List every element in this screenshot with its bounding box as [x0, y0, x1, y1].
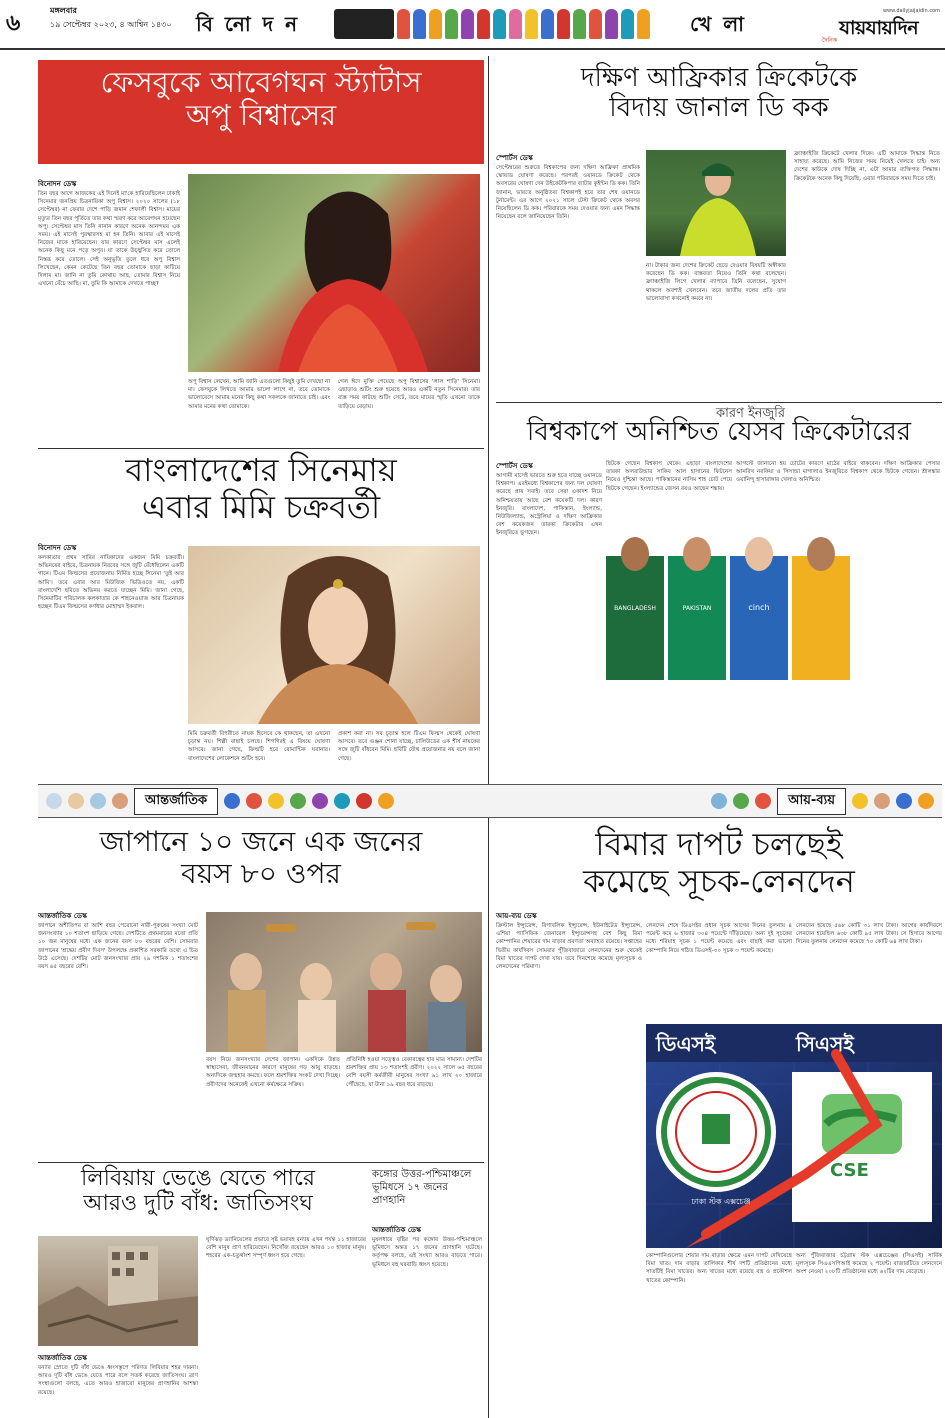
divider: [38, 448, 484, 449]
mimi-body-3: প্রকাশ করা না। সব চূড়ান্ত হলে টিএম ফিল্মস থেকেই ঘোষণা আসবে। তবে গুঞ্জন শোনা যাচ্ছে, ঢালিউডের এক শীর্ষ নায়কের সঙ্গে জুটি বাঁধবেন মিমি। ছবিটি যৌথ প্রযোজনার নয় বলে জানা গেছে।: [338, 731, 480, 762]
income-icons-2: [852, 793, 934, 809]
date-line: ১৯ সেপ্টেম্বর ২০২৩, ৪ আশ্বিন ১৪৩০: [50, 20, 172, 29]
libya-body-1: বন্যার স্রোতে দুটি বাঁধ ভেঙে ধ্বংসস্তূপে পরিণত লিবিয়ার শহর দারনা। আরও দুটি বাঁধ ভেঙে যেতে পারে বলে সতর্ক করেছে জাতিসংঘ। ত্রাণ সংস্থাগুলো বলছে, এতে আরও হাজারো মানুষের প্রাণহানির আশঙ্কা রয়েছে।: [38, 1365, 198, 1396]
dse-headline-line1: বিমার দাপট চলছেই: [595, 825, 843, 863]
international-icons: [46, 793, 128, 809]
apu-body-2: অপু বিশ্বাস লেখেন, আমি জানি এতগুলো কিছুই তুমি দেখছো না মা। ফেসবুকে লিখতে আমার ভালো লাগে না, তবে তোমাকে ভালোবেসে আমার মনের কিছু কথা সকলকে জানাতে চাই। এবং আমার মনের কথা তোমাকে।: [188, 379, 330, 410]
section-bar: [38, 784, 942, 818]
income-icons: [711, 793, 771, 809]
worldcup-body-3-cont: [854, 536, 940, 680]
japan-elderly-photo: [206, 912, 482, 1052]
apu-photo: [188, 174, 480, 372]
mimi-desk: বিনোদন ডেস্ক: [38, 544, 77, 552]
japan-body-3: প্রতিনিধি হওয়া সত্ত্বেও বেকারত্বের হার মাত্র সামান্য। দেশটির শ্রমশক্তির প্রায় ১৩ শতাংশই প্রবীণ। ২০২২ সালে ৬৫ বছরের বেশি বয়সী কর্মজীবী মানুষের সংখ্যা ৯১ লাখ ২০ হাজারে পৌঁছেছে, যা টানা ১৯ বছর ধরে বাড়ছে।: [346, 1057, 482, 1088]
worldcup-body-3-cont2: [736, 684, 940, 778]
divider: [38, 1162, 484, 1163]
weekday: মঙ্গলবার: [50, 6, 77, 15]
libya-headline-line2: আরও দুটি বাঁধ: জাতিসংঘ: [83, 1191, 313, 1217]
logo-text: যায়যায়দিন: [839, 17, 919, 39]
worldcup-body-2: ছিটকে গেছেন বিশ্বকাপ থেকে। এছাড়া বাংলাদেশের তারকা অলরাউন্ডার সাকিব আল হাসানের ফিটনেস নিয়েও দুশ্চিন্তা আছে। পাকিস্তানের নাসিম শাহ চোট পেয়ে ছিটকে গেছেন। ইংল্যান্ডের জেসন রয়ও আছেন শঙ্কায়।: [606, 461, 732, 492]
libya-desk: আন্তর্জাতিক ডেস্ক: [38, 1354, 87, 1362]
mimi-body-1: কলকাতার প্রথম সারির নায়িকাদের একজন মিমি চক্রবর্তী। অভিনয়ের বাইরে, চিত্রনায়ক নিরবের সঙ্গে জুটি বেঁধেছিলেন একটি গানে। টিএম ফিল্মসের প্রযোজনায় নির্মিত হচ্ছে সিনেমা 'তুই আর আমি'। তবে এবার আর মিউজিক ভিডিওতে নয়, একটি বাংলাদেশি ছবিতে অভিনয় করতে যাচ্ছেন মিমি। জানা গেছে, সিনেমাটির পরিচালক কলকাতার কে শাহনেওয়াজ আর চিত্রনায়ক হচ্ছেন টিএম ফিল্মসের কর্ণধার মোহাম্মদ ইকবাল।: [38, 555, 184, 611]
quake-desk: আন্তর্জাতিক ডেস্ক: [372, 1226, 421, 1234]
dse-body-1: ক্রিস্টাল ইন্স্যুরেন্স, রিপাবলিক ইন্স্যুরেন্স, ইউনাইটেড ইন্স্যুরেন্স, এশিয়া প্যাসিফিক জেনারেল ইন্স্যুরেন্সসহ বেশ কিছু বিমা কোম্পানির শেয়ারের দাম বাড়ার প্রবণতা অব্যাহত রয়েছে। সপ্তাহের দ্বিতীয় কার্যদিবস সোমবার পুঁজিবাজারে লেনদেনের শুরু থেকেই বিমা খাতের দাপট দেখা যায়। তবে দিনশেষে কমেছে মূল্যসূচক ও লেনদেনের পরিমাণ।: [496, 923, 642, 971]
libya-headline: [38, 1166, 358, 1217]
column-divider-bottom: [488, 824, 489, 1418]
section-label-income: আয়-ব্যয়: [777, 788, 846, 815]
column-divider: [488, 56, 489, 954]
worldcup-players-photo: [606, 536, 850, 680]
apu-body-1: তিন বছর আগে আজকের এই দিনেই মা'কে হারিয়েছিলেন ঢাকাই সিনেমার জনপ্রিয় চিত্রনায়িকা অপু বিশ্বাস। ২০২০ সালের (১৮ সেপ্টেম্বর) না ফেরার দেশে পাড়ি জমান শেফালী বিশ্বাস। মায়ের মৃত্যুর তিন বছর পূর্তিতে তার কথা স্মরণ করে আবেগঘন হয়েছেন অপু। সেপ্টেম্বর মাস তিনি নানান কারণে অনেক আনন্দময় এক সময়। এই মাসেই পুরস্কারসহ মা হন তিনি। আবার এই মাসেই নিজের মাকে হারিয়েছেন। যার কারণে সেপ্টেম্বর মাস এলেই অনেক কিছু মনে পড়ে অপুর। যা তাকে উচ্ছ্বসিত করে তোলে নিস্তব্ধ করে তোলে। সেই অনুভূতি তুলে ধরে অপু বিশ্বাস লিখেছেন, কেমন কেটেছে তিন বছর তোমাকে ছাড়া কাটিয়ে দিলাম মা। জানি না তুমি কোথায় আছ, তোমার বিশ্বাস নিয়ে এখনো বেঁচে আছি। মা, তুমি কি আমাকে দেখতে পাচ্ছ?: [38, 191, 180, 288]
dse-headline: [496, 826, 942, 900]
apu-headline-line1: ফেসবুকে আবেগঘন স্ট্যাটাস: [100, 65, 422, 99]
dse-seal-text: ঢাকা স্টক এক্সচেঞ্জ: [691, 1197, 751, 1206]
dse-body-3: লেনদেন হয়েছে ৫৬৮ কোটি ৩১ লাখ টাকা। আগের কার্যদিবসে লেনদেন হয়েছিল ৬৩৮ কোটি ৯৫ লাখ টাকা। সে হিসাবে আগের দিনের তুলনায় লেনদেন কমেছে ৭০ কোটি ৬৪ লাখ টাকা।: [796, 923, 942, 946]
libya-body-2: ঘূর্ণিঝড় ড্যানিয়েলের প্রভাবে সৃষ্ট ভয়াবহ বন্যায় এখন পর্যন্ত ১১ হাজারের বেশি মানুষ প্রাণ হারিয়েছেন। নিখোঁজ রয়েছেন আরও ১০ হাজার মানুষ। শহরের এক-চতুর্থাংশ সম্পূর্ণ ধ্বংস হয়ে গেছে।: [206, 1237, 366, 1260]
libya-flood-photo: [38, 1236, 198, 1346]
apu-desk: বিনোদন ডেস্ক: [38, 180, 77, 188]
decock-headline: [496, 64, 942, 124]
quake-body: মুষলধারে বৃষ্টির পর কঙ্গোর উত্তর-পশ্চিমাঞ্চলে ভূমিধসে অন্তত ১৭ জনের প্রাণহানি ঘটেছে। কর্তৃপক্ষ বলছে, এই সংখ্যা আরও বাড়তে পারে। ভূমিধসে বহু ঘরবাড়ি ধ্বংস হয়েছে।: [372, 1237, 482, 1268]
decock-body-1: সেপ্টেম্বরের শুরুতে বিশ্বকাপের জন্য দক্ষিণ আফ্রিকা প্রাথমিক স্কোয়াড ঘোষণা করেছে। পরপরই ওয়ানডে ক্রিকেট থেকে অবসরের ঘোষণা দেন উইকেটকিপার ব্যাটার কুইন্টন ডি কক। তিনি জানান, ভারতে অনুষ্ঠিতব্য বিশ্বকাপই হবে তার শেষ ওয়ানডে টুর্নামেন্ট। এর আগে ২০২১ সালে টেস্ট ক্রিকেট থেকে অবসর নিয়েছিলেন ডি কক। পরিবারকে সময় দেওয়ার জন্য এমন সিদ্ধান্ত নিয়েছেন বলে জানিয়েছেন তিনি।: [496, 165, 640, 221]
worldcup-kicker: কারণ ইনজুরি: [716, 406, 786, 421]
cse-badge: CSE: [830, 1160, 869, 1181]
decock-headline-line2: বিদায় জানাল ডি কক: [609, 92, 829, 123]
decock-photo: [646, 150, 786, 256]
dse-desk: আয়-ব্যয় ডেস্ক: [496, 912, 537, 920]
apu-headline-line2: অপু বিশ্বাসের: [185, 98, 337, 133]
issue-date: [50, 4, 172, 32]
mimi-headline-line2: এবার মিমি চক্রবর্তী: [141, 487, 381, 526]
worldcup-body-2-cont: [606, 684, 732, 778]
jersey-label-pakistan: PAKISTAN: [682, 605, 712, 612]
dse-label: ডিএসই: [656, 1032, 716, 1056]
apu-body-3: গেল ঈদে মুক্তি পেয়েছে অপু বিশ্বাসের 'লাল শাড়ি' সিনেমা। এছাড়াও শুটিং শুরু হয়েছে আরও একটি নতুন সিনেমার। তার ব্যস্ত সময় কাটছে শুটিং সেটে, তবে মায়ের স্মৃতি এখনো তাকে তাড়িয়ে বেড়ায়।: [338, 379, 480, 410]
quake-headline: কঙ্গোর উত্তর-পশ্চিমাঞ্চলে ভূমিধসে ১৭ জনের প্রাণহানি: [372, 1169, 472, 1206]
film-reel-icon: [334, 9, 394, 39]
dse-headline-line2: কমেছে সূচক-লেনদেন: [583, 861, 855, 900]
section-title-sports: খেলা: [690, 12, 756, 36]
cse-label: সিএসই: [796, 1032, 854, 1056]
website-url: www.dailyjaijaidin.com: [882, 8, 940, 14]
decock-body-2: না। টাকার জন্য দেশের ক্রিকেট ছেড়ে দেওয়ার বিষয়টি অস্বীকার করেছেন ডি কক। বাস্তবতা নিয়েও তিনি কথা বলেছেন। ফ্র্যাঞ্চাইজি লিগে খেলার ব্যাপারে তিনি বলেছেন, সুযোগ থাকলে অবশ্যই খেলবেন। তবে জাতীয় দলের প্রতি তার ভালোবাসা কখনোই কমবে না।: [646, 263, 786, 302]
decock-desk: স্পোর্টস ডেস্ক: [496, 154, 533, 162]
dse-body-2: লেনদেন শেষে ডিএসইর প্রধান সূচক আগের দিনের তুলনায় ৪ পয়েন্ট কমে ৬ হাজার ৩০৪ পয়েন্টে দাঁড়িয়েছে। অন্য দুই সূচকের মধ্যে শরিয়াহ সূচক ১ পয়েন্ট কমেছে এবং বাছাই করা ভালো কোম্পানি নিয়ে গঠিত ডিএসই-৩০ সূচক ৩ পয়েন্ট কমেছে।: [646, 923, 792, 954]
mimi-body-2: মিমি চক্রবর্তী বিপরীতে নায়ক হিসেবে কে থাকছেন, তা এখনো চূড়ান্ত নয়। শিল্পী বাছাই চলছে। শিগগিরই এ বিষয়ে ঘোষণা আসবে। জানা গেছে, ফিল্মটি হবে রোমান্টিক ঘরানার। বাংলাদেশের লোকেশনে শুটিং হবে।: [188, 731, 330, 762]
jersey-label-bangladesh: BANGLADESH: [614, 605, 656, 612]
section-label-international: আন্তর্জাতিক: [134, 788, 218, 815]
japan-headline-line1: জাপানে ১০ জনে এক জনের: [99, 825, 423, 858]
divider: [496, 402, 942, 403]
worldcup-headline: বিশ্বকাপে অনিশ্চিত যেসব ক্রিকেটারের: [526, 417, 912, 447]
decock-body-3: ফ্র্যাঞ্চাইজি ক্রিকেটে খেলার দিকে। এটি আমাকে সিদ্ধান্ত নিতে সাহায্য করেছে। আমি নিজের সময় নিয়েই খেলতে চাই। অন্য দেশের কাউকে দোষ দিচ্ছি না, এটা আমার ব্যক্তিগত সিদ্ধান্ত। ক্রিকেটকে অনেক কিছু দিয়েছি, এবার পরিবারকে সময় দিতে চাই।: [794, 151, 940, 182]
japan-body-1: জাপানে অশীতিপর বা আশি বছর পেরোনো নারী-পুরুষের সংখ্যা মোট জনসংখ্যার ১০ শতাংশ ছাড়িয়ে গেছে। দেশটিতে প্রথমবারের মতো প্রতি ১০ জন মানুষের মধ্যে এক জনের বয়স ৮০ বছরের বেশি। সোমবার জাপানের 'শ্রদ্ধেয় প্রবীণ দিবস' উপলক্ষে প্রকাশিত সরকারি তথ্যে এ চিত্র উঠে এসেছে। দেশটির মোট জনসংখ্যার প্রায় ২৯ দশমিক ১ শতাংশের বয়স ৬৫ বছরের বেশি।: [38, 923, 198, 971]
japan-desk: আন্তর্জাতিক ডেস্ক: [38, 912, 87, 920]
mimi-photo: [188, 546, 480, 724]
dse-body-4: কোম্পানিগুলোর শেয়ার দাম বাড়ার ক্ষেত্রে এমন দাপট দেখিয়েছে বিমা খাত। দাম বাড়ার তালিকার শীর্ষ দশটি প্রতিষ্ঠানের মধ্যে সাতটিই বিমা খাতের। অন্য খাতের মধ্যে রয়েছে বস্ত্র ও প্রকৌশল খাতের কোম্পানি।: [646, 1253, 792, 1284]
worldcup-body-3: আগস্টে জানানো হয় চোটের কারণে মাঠের বাইরে থাকবেন। দক্ষিণ আফ্রিকার পেসার আনরিখ নরকিয়া ও সিসান্ডা মাগালাও ইনজুরিতে বিশ্বকাপ থেকে ছিটকে গেছেন। শ্রীলঙ্কার ওয়ানিন্দু হাসারাঙ্গার খেলাও অনিশ্চিত।: [736, 461, 940, 484]
decock-headline-line1: দক্ষিণ আফ্রিকার ক্রিকেটকে: [580, 63, 858, 93]
page-number: ৬: [6, 11, 21, 36]
section-title-entertainment: বিনোদন: [196, 12, 310, 36]
japan-headline-line2: বয়স ৮০ ওপর: [181, 857, 341, 891]
japan-body-2: বয়স নিয়ে জনসংখ্যার দেশের জাপান। একদিকে উন্নত স্বাস্থ্যসেবা, জীবনমানের কারণে মানুষের গড় আয়ু বাড়ছে। অন্যদিকে জন্মহার কমছে। ফলে শ্রমশক্তির সংকট দেখা দিচ্ছে। প্রবীণদের অনেকেই এখনো কর্মক্ষেত্রে সক্রিয়।: [206, 1057, 340, 1088]
jersey-label-england: cinch: [748, 603, 770, 612]
newspaper-logo: [822, 8, 940, 42]
logo-small-text: দৈনিক: [822, 37, 838, 44]
dse-body-5: অন্য পুঁজিবাজার চট্টগ্রাম স্টক এক্সচেঞ্জের (সিএসই) সার্বিক মূল্যসূচক সিএএসপিআই কমেছে ২ পয়েন্ট। বাজারটিতে লেনদেনে অংশ নেওয়া ২০৮টি প্রতিষ্ঠানের মধ্যে ৬২টির দাম বেড়েছে।: [796, 1253, 942, 1276]
worldcup-desk: স্পোর্টস ডেস্ক: [496, 462, 533, 470]
japan-headline: [38, 826, 484, 890]
mimi-headline-line1: বাংলাদেশের সিনেমায়: [125, 451, 397, 489]
international-icons-2: [224, 793, 394, 809]
apu-headline-box: [38, 60, 484, 164]
dse-cse-graphic: [646, 1024, 942, 1248]
mimi-headline: [38, 452, 484, 526]
libya-headline-line1: লিবিয়ায় ভেঙে যেতে পারে: [81, 1166, 315, 1191]
masthead: [0, 0, 945, 50]
worldcup-body-1: আগামী মাসেই ভারতে শুরু হতে যাচ্ছে ওয়ানডে বিশ্বকাপ। এরইমধ্যে বিশ্বকাপের জন্য দল ঘোষণা করেছে প্রায় সবাই। তবে সেরা একাদশ নিয়ে অনিশ্চয়তায় আছে বেশ কয়েকটি দল। কারণ ইনজুরি। বাংলাদেশ, পাকিস্তান, ইংল্যান্ড, নিউজিল্যান্ড, অস্ট্রেলিয়া ও দক্ষিণ আফ্রিকার বেশ কয়েকজন তারকা ক্রিকেটার এখন ইনজুরিতে ভুগছেন।: [496, 473, 602, 537]
